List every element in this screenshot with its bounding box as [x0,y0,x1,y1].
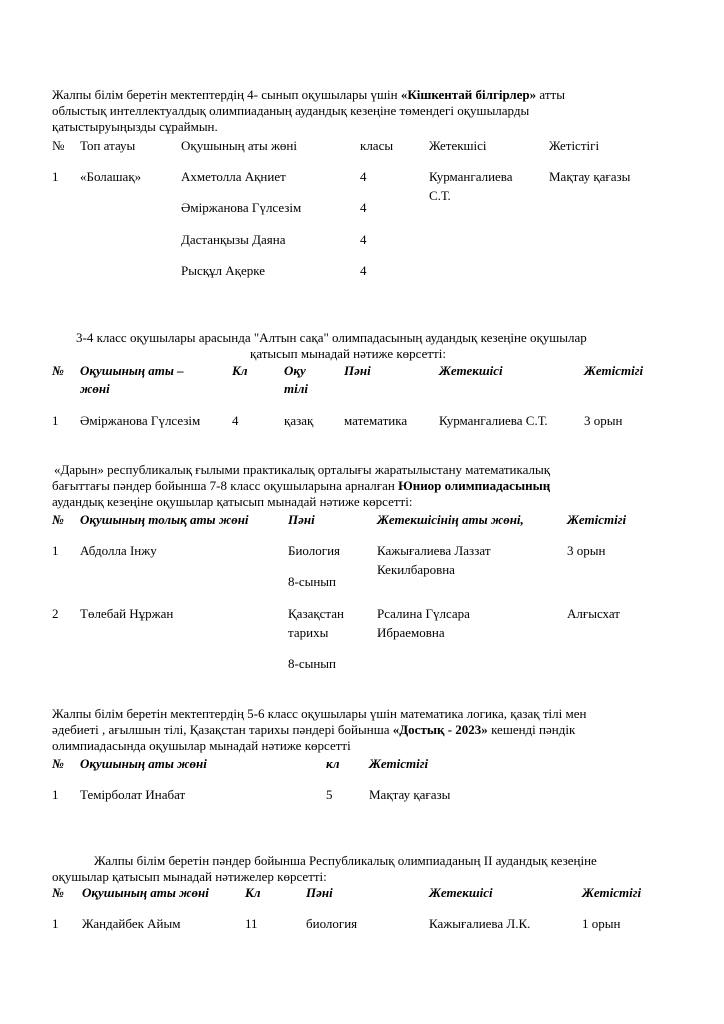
s4-header-achievement: Жетістігі [369,756,429,771]
s1-student-grade: 4 [360,263,367,278]
section1-intro-line1 [52,87,565,103]
s3-row-name: Төлебай Нұржан [80,606,174,621]
section4-intro-line1: Жалпы білім беретін мектептердің 5-6 класс оқушылары үшін математика логика, қазақ тілі мен [52,706,587,721]
s3-row-num: 2 [52,606,59,621]
section1-intro-pre: Жалпы білім беретін мектептердің 4- сынып оқушылары үшін [52,87,401,102]
s1-header-name: Оқушының аты жөні [181,138,297,153]
s3-row-subject-line3: 8-сынып [288,656,336,671]
section3-intro-line1: «Дарын» республикалық ғылыми практикалық орталығы жаратылыстану математикалық [54,462,551,477]
s3-row-num: 1 [52,543,59,558]
s3-header-leader: Жетекшісінің аты жөні, [377,512,524,527]
s4-header-grade: кл [326,756,340,771]
s4-header-name: Оқушының аты жөні [80,756,207,771]
s4-row-name: Темірболат Инабат [80,787,186,802]
s1-row-num: 1 [52,169,59,184]
s2-header-num: № [52,363,64,378]
section2-intro-line2: қатысып мынадай нәтиже көрсетті: [250,346,446,361]
s3-row-subject-line2: 8-сынып [288,574,336,589]
s3-header-subject: Пәні [288,512,315,527]
s5-row-grade: 11 [245,916,258,931]
s1-row-achievement: Мақтау қағазы [549,169,631,184]
s4-header-num: № [52,756,64,771]
s3-row-achievement: 3 орын [567,543,606,558]
section2-intro-line1: 3-4 класс оқушылары арасында "Алтын сақа" олимпадасының аудандық кезеңіне оқушылар [76,330,587,345]
section5-intro-line2: оқушылар қатысып мынадай нәтижелер көрсетті: [52,869,327,884]
s2-row-grade: 4 [232,413,239,428]
s5-header-subject: Пәні [306,885,333,900]
s3-row-leader-line2: Кекилбаровна [377,562,455,577]
s1-student-name: Рысқұл Ақерке [181,263,266,278]
s3-header-achievement: Жетістігі [567,512,627,527]
s5-row-subject: биология [306,916,358,931]
s1-header-achievement: Жетістігі [549,138,600,153]
s2-row-lang: қазақ [284,413,314,428]
section4-olympiad-name: «Достық - 2023» [392,722,488,737]
s2-header-lang-line1: Оқу [284,363,306,378]
section3-olympiad-name: Юниор олимпиадасының [398,478,551,493]
s1-row-leader-line2: С.Т. [429,188,451,203]
s3-row-subject-line1: Биология [288,543,341,558]
s1-header-team: Топ атауы [80,138,136,153]
section1-intro-line2: облыстық интеллектуалдық олимпиаданың аудандық кезеңіне төмендегі оқушыларды [52,103,530,118]
s1-student-name: Дастанқызы Даяна [181,232,286,247]
section1-olympiad-name: «Кішкентай білгірлер» [400,87,537,102]
s1-row-leader-line1: Курмангалиева [429,169,513,184]
s5-row-leader: Кажығалиева Л.К. [429,916,531,931]
section1-intro-post: атты [536,87,565,102]
s2-row-num: 1 [52,413,59,428]
s1-student-grade: 4 [360,169,367,184]
s2-row-name: Әміржанова Гүлсезім [80,413,201,428]
s3-header-name: Оқушының толық аты жөні [80,512,249,527]
s3-row-subject-line2: тарихы [288,625,329,640]
s1-header-leader: Жетекшісі [429,138,487,153]
s2-header-lang-line2: тілі [284,381,309,396]
s1-header-grade: класы [360,138,394,153]
s3-row-leader-line1: Кажығалиева Лаззат [377,543,491,558]
section4-intro-line2 [52,722,575,738]
s2-header-achievement: Жетістігі [584,363,644,378]
section3-intro-line2 [52,478,550,494]
section4-intro-line2-post: кешенді пәндік [487,722,576,737]
s5-header-grade: Кл [245,885,261,900]
s1-header-num: № [52,138,65,153]
s5-row-name: Жандайбек Айым [82,916,181,931]
section4-intro-line3: олимпиадасында оқушылар мынадай нәтиже көрсетті [52,738,351,753]
s3-row-achievement: Алғысхат [567,606,620,621]
s5-header-name: Оқушының аты жөні [82,885,209,900]
s2-row-leader: Курмангалиева С.Т. [439,413,548,428]
section3-intro-line3: аудандық кезеңіне оқушылар қатысып мынадай нәтиже көрсетті: [52,494,413,509]
s2-row-subject: математика [344,413,408,428]
s5-row-num: 1 [52,916,59,931]
s1-student-name: Ахметолла Ақниет [181,169,286,184]
s3-row-leader-line2: Ибраемовна [377,625,445,640]
s2-header-name-line1: Оқушының аты – [80,363,184,378]
s4-row-grade: 5 [326,787,333,802]
section5-intro-line1: Жалпы білім беретін пәндер бойынша Республикалық олимпиаданың II аудандық кезеңіне [94,853,597,868]
s1-row-team: «Болашақ» [80,169,142,184]
s4-row-num: 1 [52,787,59,802]
s4-row-achievement: Мақтау қағазы [369,787,451,802]
section1-intro-line3: қатыстыруыңызды сұраймын. [52,119,218,134]
s5-header-leader: Жетекшісі [429,885,493,900]
s1-student-grade: 4 [360,232,367,247]
section3-intro-line2-text: бағыттағы пәндер бойынша 7-8 класс оқушыларына арналған [52,478,399,493]
s2-row-achievement: 3 орын [584,413,623,428]
s5-header-num: № [52,885,64,900]
s3-row-leader-line1: Рсалина Гүлсара [377,606,470,621]
s5-row-achievement: 1 орын [582,916,621,931]
s2-header-leader: Жетекшісі [439,363,503,378]
s1-student-name: Әміржанова Гүлсезім [181,200,302,215]
s5-header-achievement: Жетістігі [582,885,642,900]
s3-row-name: Абдолла Інжу [80,543,157,558]
s2-header-grade: Кл [232,363,248,378]
s3-header-num: № [52,512,64,527]
s1-student-grade: 4 [360,200,367,215]
s2-header-name-line2: жөні [80,381,110,396]
s3-row-subject-line1: Қазақстан [288,606,344,621]
s2-header-subject: Пәні [344,363,371,378]
section4-intro-line2-text: әдебиеті , ағылшын тілі, Қазақстан тарихы пәндері бойынша [52,722,393,737]
